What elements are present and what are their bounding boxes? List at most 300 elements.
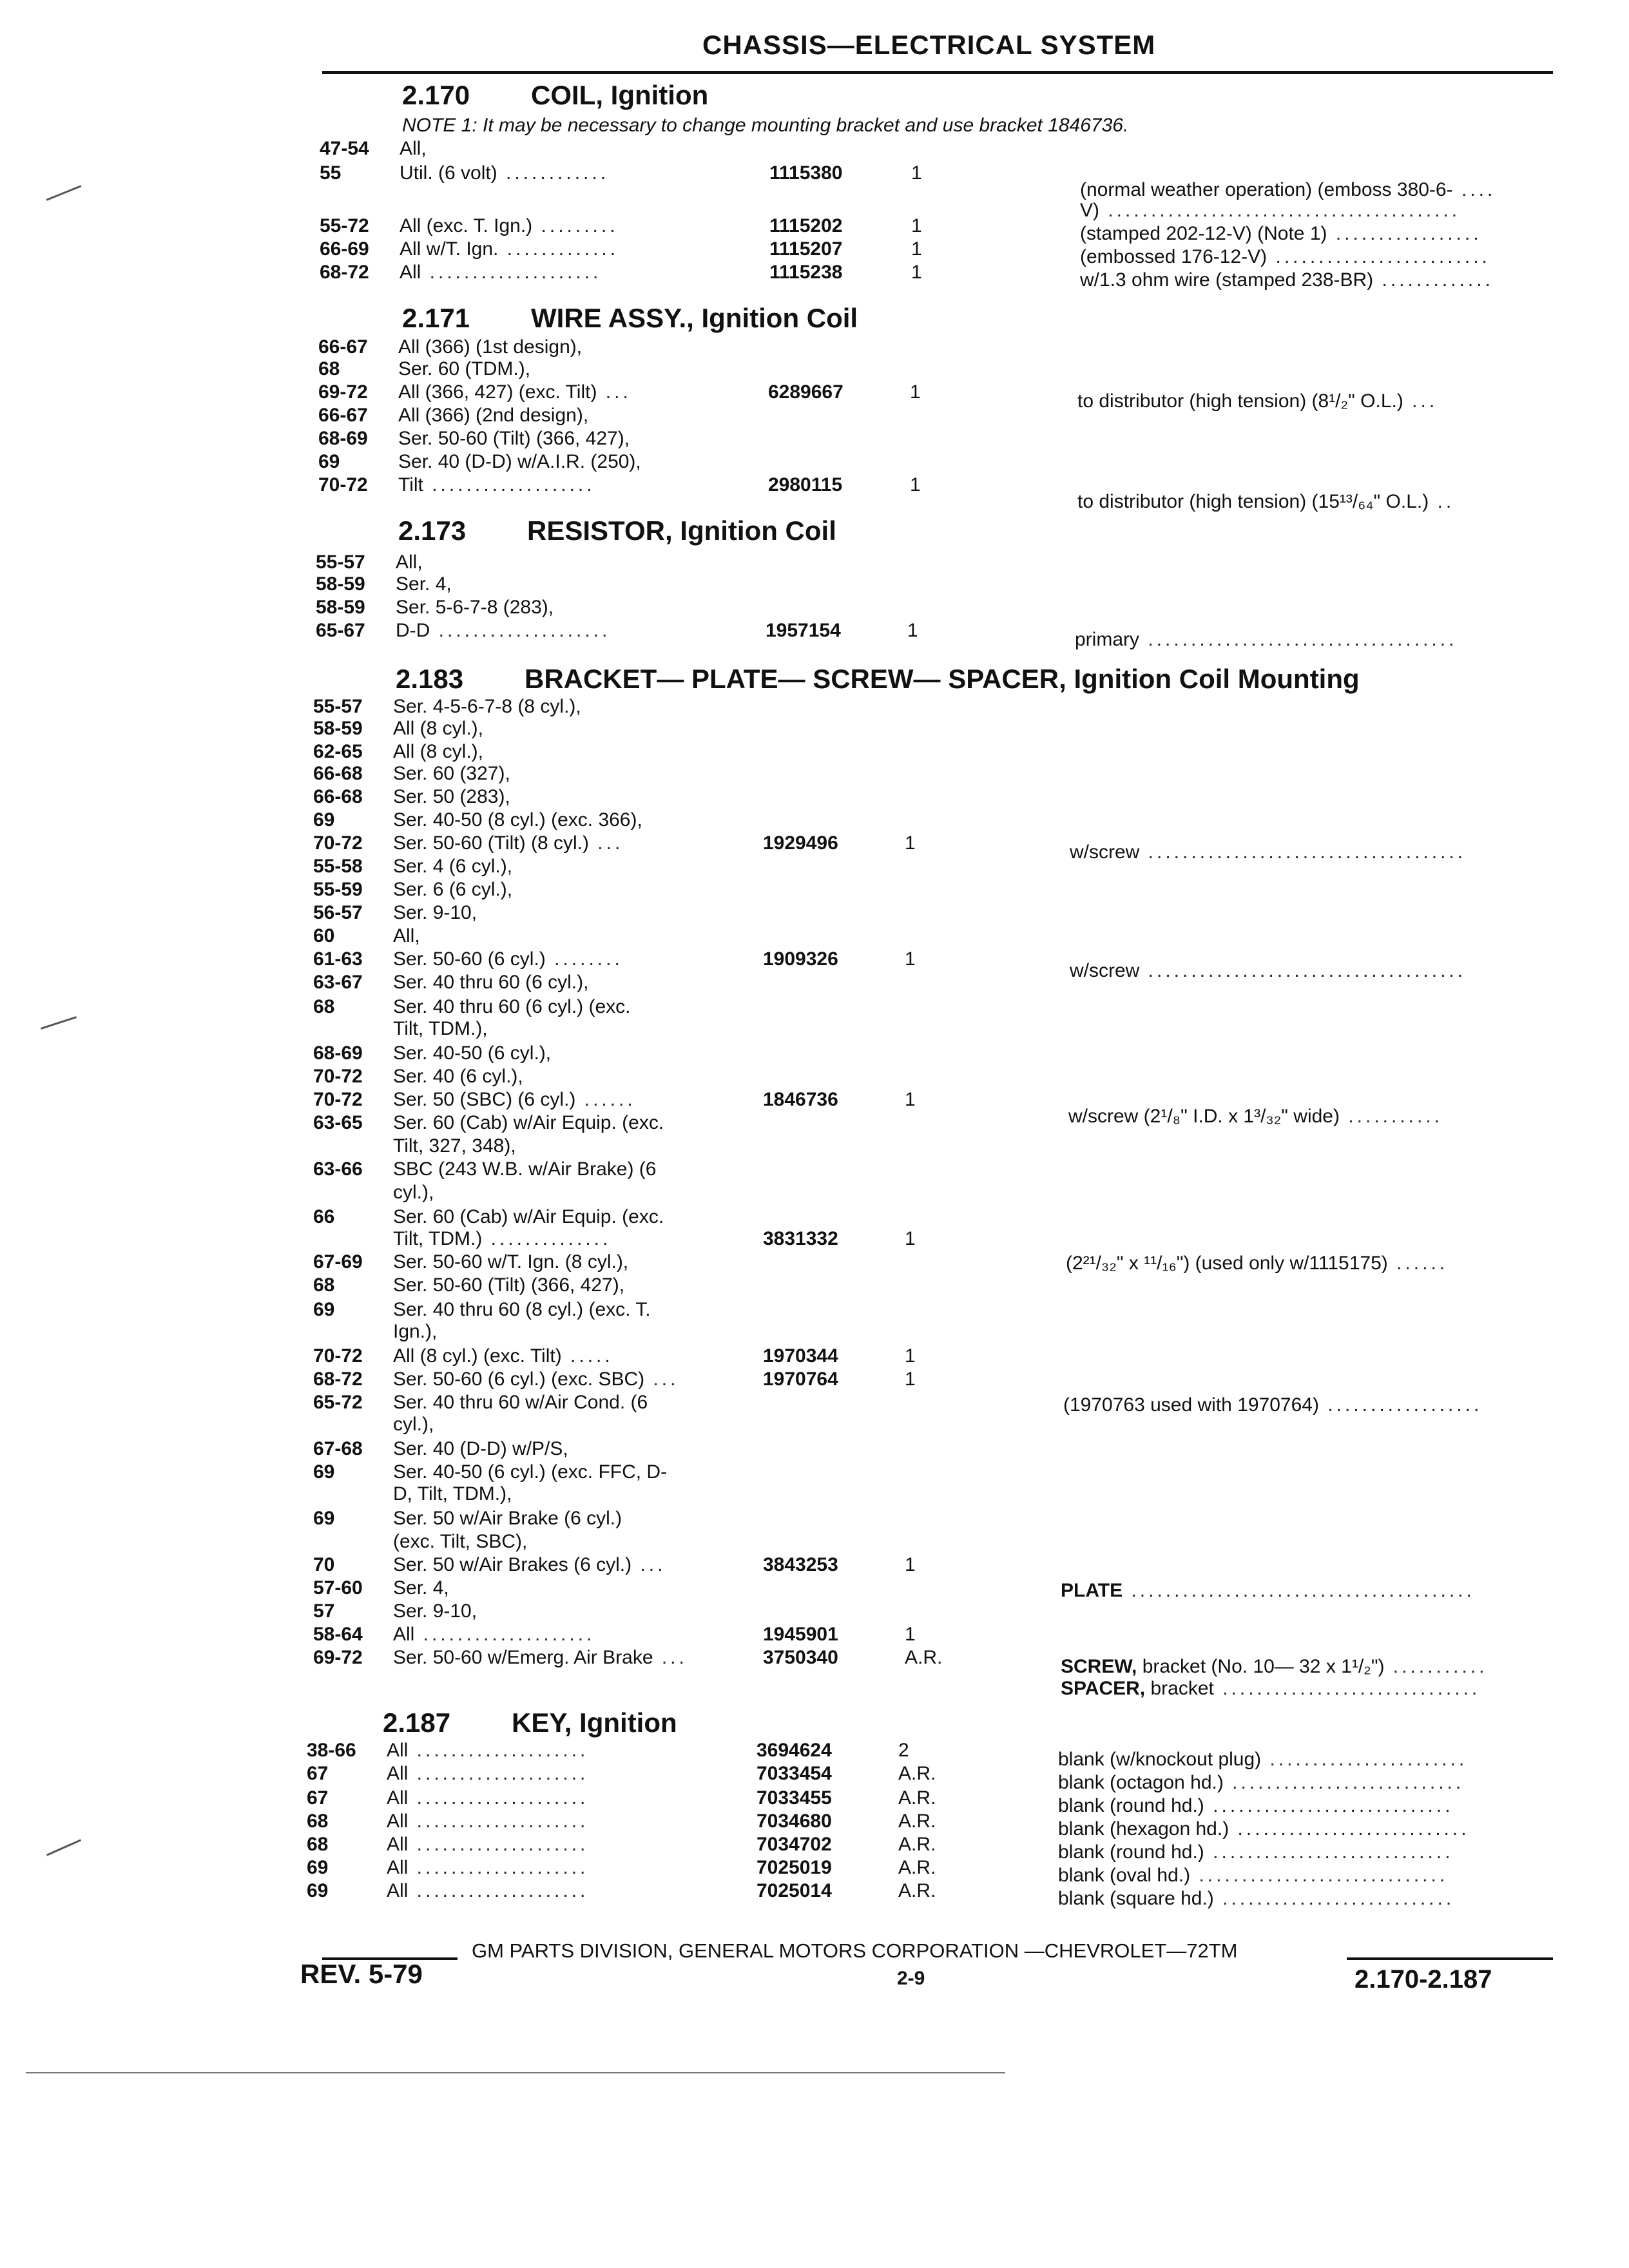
application-text: [393, 948, 623, 970]
model-years: 55-57: [313, 696, 363, 717]
remark-text: [1080, 269, 1494, 291]
scan-artifact-line: [26, 2072, 1005, 2073]
application-label: All (8 cyl.) (exc. Tilt): [393, 1345, 562, 1367]
application-label: Ser. 6 (6 cyl.),: [393, 879, 513, 900]
leader-dots: ...........: [1339, 1106, 1443, 1127]
part-row: [313, 1135, 1022, 1157]
model-years: 55-57: [316, 552, 365, 573]
margin-mark: [46, 185, 82, 201]
remark-detail: (1970763 used with 1970764): [1063, 1394, 1319, 1416]
part-row: [313, 1531, 1022, 1553]
part-row: [320, 262, 1028, 284]
application-text: [393, 1182, 434, 1204]
leader-dots: ...: [597, 381, 631, 403]
application-text: [398, 428, 630, 450]
part-number: 3750340: [763, 1647, 838, 1668]
application-text: [393, 1345, 613, 1367]
leader-dots: ....................: [408, 1857, 589, 1878]
application-text: [393, 832, 623, 854]
application-label: Ser. 4,: [396, 573, 452, 595]
leader-dots: ....................: [408, 1834, 589, 1855]
application-label: Ser. 50-60 (6 cyl.) (exc. SBC): [393, 1369, 645, 1390]
part-row: [313, 996, 1022, 1018]
application-text: [393, 879, 512, 901]
model-years: 69: [307, 1857, 329, 1878]
application-text: [400, 238, 619, 260]
leader-dots: ....................: [408, 1763, 589, 1784]
part-number: 1115207: [769, 238, 843, 260]
part-row: [307, 1740, 1016, 1762]
application-text: [393, 1299, 651, 1321]
remark-text: [1077, 390, 1438, 412]
part-number: 1945901: [763, 1624, 838, 1645]
application-label: Tilt: [398, 474, 423, 495]
application-text: [393, 1369, 679, 1390]
leader-dots: .......................: [1261, 1749, 1468, 1770]
leader-dots: ...: [644, 1369, 679, 1390]
model-years: 55-59: [313, 879, 363, 900]
quantity: 1: [905, 1089, 916, 1110]
part-row: [313, 809, 1022, 831]
remark-detail: (normal weather operation) (emboss 380-6-: [1080, 179, 1453, 200]
part-row: [313, 741, 1022, 763]
application-text: [398, 474, 595, 496]
section-title: KEY, Ignition: [512, 1707, 677, 1738]
application-text: [393, 1647, 688, 1669]
remark-text: [1061, 1580, 1475, 1602]
part-row: [313, 879, 1022, 901]
footer-revision: REV. 5-79: [300, 1959, 423, 1989]
model-years: 66-69: [320, 238, 369, 260]
part-row: [313, 1158, 1022, 1180]
part-row: [313, 1483, 1022, 1505]
application-text: [393, 1043, 551, 1064]
part-row: [313, 1600, 1022, 1622]
application-text: [396, 573, 452, 595]
application-label: Tilt, 327, 348),: [393, 1135, 516, 1157]
section-number: 2.187: [383, 1707, 451, 1738]
quantity: A.R.: [898, 1880, 936, 1901]
part-number: 1846736: [763, 1089, 838, 1110]
model-years: 56-57: [313, 902, 363, 923]
application-text: [398, 358, 530, 380]
application-label: Ser. 60 (327),: [393, 763, 510, 784]
remark-text: [1080, 179, 1496, 201]
part-row: [313, 902, 1022, 924]
leader-dots: ........................................: [1123, 1580, 1475, 1601]
quantity: 1: [910, 381, 921, 403]
quantity: 2: [898, 1740, 909, 1761]
footer-page-number: 2-9: [897, 1968, 925, 1989]
application-label: Ser. 40 (6 cyl.),: [393, 1066, 523, 1087]
model-years: 58-59: [316, 573, 365, 595]
part-row: [318, 358, 1027, 380]
part-number: 1970344: [763, 1345, 838, 1367]
leader-dots: ...........................: [1213, 1888, 1455, 1909]
part-number: 1115238: [769, 262, 843, 283]
remark-text: [1058, 1865, 1448, 1887]
remark-text: [1066, 1253, 1448, 1274]
part-row: [316, 597, 1025, 619]
application-text: [393, 1251, 628, 1273]
remark-detail: bracket (No. 10— 32 x 1¹/₂"): [1137, 1656, 1385, 1677]
part-row: [313, 1438, 1022, 1460]
part-row: [313, 1577, 1022, 1599]
application-label: Ser. 40 thru 60 (6 cyl.),: [393, 972, 589, 993]
part-number: 6289667: [768, 381, 843, 403]
section-number: 2.183: [396, 664, 464, 694]
leader-dots: .....: [561, 1345, 613, 1367]
leader-dots: ...: [631, 1554, 666, 1575]
model-years: 38-66: [307, 1740, 356, 1761]
quantity: 1: [905, 1369, 916, 1390]
model-years: 70-72: [313, 1345, 363, 1367]
section-heading-2171: [402, 303, 858, 334]
part-number: 1957154: [766, 620, 841, 641]
application-label: Tilt, TDM.): [393, 1228, 483, 1249]
part-row: [313, 786, 1022, 808]
leader-dots: ....: [1452, 179, 1496, 200]
model-years: 70: [313, 1554, 335, 1575]
application-label: Tilt, TDM.),: [393, 1018, 488, 1039]
part-row: [316, 620, 1025, 642]
part-row: [313, 925, 1022, 947]
application-label: Ser. 50-60 w/Emerg. Air Brake: [393, 1647, 653, 1668]
application-text: [396, 597, 554, 619]
remark-text: [1070, 841, 1466, 863]
model-years: 55-58: [313, 856, 363, 877]
application-label: Ser. 50-60 (Tilt) (366, 427),: [393, 1274, 625, 1296]
part-row: [313, 832, 1022, 854]
part-row: [313, 1392, 1022, 1414]
part-row: [313, 1369, 1022, 1390]
model-years: 68: [313, 1274, 335, 1296]
remark-detail: primary: [1075, 629, 1140, 650]
leader-dots: ....................: [408, 1740, 589, 1761]
leader-dots: .........................................: [1099, 200, 1461, 221]
leader-dots: ........: [545, 948, 623, 970]
application-label: Ser. 40 thru 60 (8 cyl.) (exc. T.: [393, 1299, 651, 1320]
leader-dots: .....................................: [1139, 841, 1467, 863]
application-label: Ser. 4,: [393, 1577, 449, 1599]
application-text: [393, 1600, 477, 1622]
application-text: [387, 1880, 588, 1902]
leader-dots: ...: [1403, 390, 1438, 412]
application-label: Ser. 50 (283),: [393, 786, 510, 807]
part-row: [313, 1274, 1022, 1296]
application-text: [393, 1624, 595, 1646]
part-row: [313, 1624, 1022, 1646]
application-label: All,: [396, 552, 423, 573]
part-row: [307, 1763, 1016, 1785]
model-years: 68: [313, 996, 335, 1017]
remark-detail: (embossed 176-12-V): [1080, 246, 1268, 267]
section-note: NOTE 1: It may be necessary to change mounting bracket and use bracket 1846736.: [402, 115, 1129, 136]
part-row: [313, 1251, 1022, 1273]
model-years: 58-59: [313, 718, 363, 739]
application-text: [393, 1438, 568, 1460]
leader-dots: .............: [498, 238, 619, 260]
model-years: 68-72: [320, 262, 369, 283]
application-label: All (366) (2nd design),: [398, 405, 589, 426]
remark-text: [1058, 1841, 1454, 1863]
page-header-title: CHASSIS—ELECTRICAL SYSTEM: [702, 30, 1156, 60]
part-row: [313, 1461, 1022, 1483]
application-label: All,: [393, 925, 420, 947]
model-years: 66-68: [313, 763, 363, 784]
model-years: 67-68: [313, 1438, 363, 1459]
application-label: All: [400, 262, 421, 283]
part-number: 7034680: [757, 1811, 832, 1832]
part-row: [320, 215, 1028, 237]
model-years: 67-69: [313, 1251, 363, 1273]
model-years: 69: [313, 1461, 335, 1483]
application-text: [396, 552, 423, 573]
leader-dots: ............: [497, 162, 610, 184]
leader-dots: ............................: [1204, 1795, 1454, 1816]
application-label: Ser. 50-60 (Tilt) (8 cyl.): [393, 832, 589, 854]
part-row: [307, 1787, 1016, 1809]
remark-text: [1063, 1394, 1482, 1416]
application-label: Ser. 60 (Cab) w/Air Equip. (exc.: [393, 1112, 664, 1133]
model-years: 69-72: [313, 1647, 363, 1668]
application-text: [387, 1857, 588, 1879]
part-row: [313, 1018, 1022, 1040]
remark-detail: to distributor (high tension) (15¹³/₆₄" O.L.): [1077, 491, 1429, 512]
part-number: 2980115: [768, 474, 843, 495]
section-title: WIRE ASSY., Ignition Coil: [531, 303, 858, 333]
model-years: 70-72: [313, 1066, 363, 1087]
remark-text: [1080, 223, 1482, 245]
part-row: [313, 1182, 1022, 1204]
application-label: Ign.),: [393, 1321, 438, 1342]
leader-dots: ...: [653, 1647, 688, 1668]
model-years: 67: [307, 1787, 329, 1809]
application-label: Ser. 4 (6 cyl.),: [393, 856, 513, 877]
leader-dots: ...........: [1384, 1656, 1488, 1677]
application-text: [393, 786, 510, 808]
remark-text: [1068, 1106, 1443, 1128]
margin-mark: [46, 1839, 81, 1856]
section-title: COIL, Ignition: [531, 80, 709, 110]
quantity: 1: [905, 1624, 916, 1645]
leader-dots: .............: [1373, 269, 1494, 291]
quantity: A.R.: [898, 1857, 936, 1878]
part-row: [313, 1299, 1022, 1321]
model-years: 65-67: [316, 620, 365, 641]
leader-dots: ....................................: [1139, 629, 1458, 650]
model-years: 66-67: [318, 336, 368, 358]
application-text: [387, 1763, 588, 1785]
application-label: Ser. 50 (SBC) (6 cyl.): [393, 1089, 576, 1110]
quantity: 1: [907, 620, 918, 641]
application-label: All: [387, 1787, 409, 1809]
application-label: Ser. 50 w/Air Brake (6 cyl.): [393, 1508, 622, 1529]
application-text: [398, 405, 588, 427]
remark-text: [1080, 200, 1460, 222]
part-row: [313, 856, 1022, 878]
remark-detail: bracket: [1145, 1678, 1214, 1699]
model-years: 66-67: [318, 405, 368, 426]
part-row: [318, 336, 1027, 358]
part-row: [313, 763, 1022, 785]
application-label: All,: [400, 138, 427, 159]
part-row: [313, 696, 1022, 718]
application-label: All: [387, 1857, 409, 1878]
remark-text: [1061, 1656, 1488, 1678]
part-number: 1115380: [769, 162, 843, 184]
quantity: 1: [911, 162, 922, 184]
application-text: [393, 925, 420, 947]
quantity: 1: [911, 238, 922, 260]
remark-detail: blank (octagon hd.): [1058, 1772, 1224, 1793]
model-years: 69-72: [318, 381, 368, 403]
application-text: [393, 718, 483, 740]
section-heading-2170: [402, 80, 708, 111]
application-text: [393, 1508, 622, 1530]
quantity: A.R.: [898, 1787, 936, 1809]
section-number: 2.170: [402, 80, 470, 110]
application-label: Ser. 40-50 (8 cyl.) (exc. 366),: [393, 809, 642, 831]
leader-dots: .............................: [1190, 1865, 1449, 1886]
application-text: [393, 809, 642, 831]
part-number: 7033455: [757, 1787, 832, 1809]
application-text: [393, 1228, 611, 1250]
application-label: All: [387, 1834, 409, 1855]
remark-text: [1058, 1795, 1454, 1817]
application-text: [396, 620, 610, 642]
footer-corporation: GM PARTS DIVISION, GENERAL MOTORS CORPORATION —CHEVROLET—72TM: [472, 1939, 1238, 1962]
margin-mark: [41, 1016, 77, 1030]
part-number: 7033454: [757, 1763, 832, 1784]
application-text: [393, 902, 477, 924]
footer-section-range: 2.170-2.187: [1354, 1965, 1492, 1994]
application-label: Ser. 9-10,: [393, 902, 477, 923]
application-text: [393, 1483, 512, 1505]
remark-keyword: SCREW,: [1061, 1656, 1137, 1677]
part-row: [313, 1414, 1022, 1436]
application-label: Ser. 9-10,: [393, 1600, 477, 1622]
quantity: 1: [905, 1345, 916, 1367]
remark-text: [1058, 1818, 1470, 1840]
application-text: [393, 972, 588, 994]
part-row: [307, 1834, 1016, 1856]
header-rule: [322, 71, 1553, 74]
remark-text: [1070, 960, 1466, 982]
quantity: A.R.: [898, 1834, 936, 1855]
application-text: [393, 1018, 488, 1040]
leader-dots: .................: [1327, 223, 1482, 244]
application-text: [393, 996, 630, 1018]
part-row: [318, 474, 1027, 496]
remark-text: [1061, 1678, 1480, 1700]
model-years: 60: [313, 925, 335, 947]
application-label: D, Tilt, TDM.),: [393, 1483, 512, 1504]
remark-text: [1077, 491, 1454, 513]
application-label: All: [393, 1624, 415, 1645]
application-label: All (366, 427) (exc. Tilt): [398, 381, 597, 403]
section-heading-2173: [398, 515, 836, 546]
part-row: [318, 381, 1027, 403]
model-years: 55-72: [320, 215, 369, 236]
part-row: [313, 1345, 1022, 1367]
part-row: [313, 1043, 1022, 1064]
leader-dots: ...........................: [1229, 1818, 1470, 1840]
application-text: [393, 1321, 437, 1343]
part-row: [313, 718, 1022, 740]
leader-dots: ....................: [414, 1624, 595, 1645]
part-row: [318, 405, 1027, 427]
model-years: 68-69: [318, 428, 368, 449]
model-years: 69: [318, 451, 340, 472]
part-row: [307, 1811, 1016, 1832]
application-text: [393, 1066, 523, 1088]
model-years: 57-60: [313, 1577, 363, 1599]
model-years: 69: [313, 1508, 335, 1529]
model-years: 70-72: [313, 1089, 363, 1110]
model-years: 67: [307, 1763, 329, 1784]
application-text: [393, 1461, 667, 1483]
model-years: 63-66: [313, 1158, 363, 1180]
remark-detail: blank (square hd.): [1058, 1888, 1214, 1909]
remark-detail: blank (round hd.): [1058, 1795, 1204, 1816]
leader-dots: .....................................: [1139, 960, 1467, 981]
part-row: [313, 948, 1022, 970]
application-text: [393, 1089, 636, 1111]
application-label: Ser. 50 w/Air Brakes (6 cyl.): [393, 1554, 632, 1575]
application-label: Ser. 5-6-7-8 (283),: [396, 597, 554, 618]
application-text: [387, 1811, 588, 1832]
part-row: [313, 1647, 1022, 1669]
model-years: 55: [320, 162, 342, 184]
quantity: 1: [910, 474, 921, 495]
application-text: [398, 451, 641, 473]
application-text: [400, 162, 609, 184]
part-row: [318, 451, 1027, 473]
model-years: 70-72: [313, 832, 363, 854]
part-row: [313, 1206, 1022, 1228]
application-label: All (366) (1st design),: [398, 336, 583, 358]
leader-dots: ......: [1387, 1253, 1449, 1274]
model-years: 58-59: [316, 597, 365, 618]
model-years: 68-72: [313, 1369, 363, 1390]
remark-text: [1058, 1888, 1454, 1910]
part-number: 1909326: [763, 948, 838, 970]
remark-detail: w/screw: [1070, 841, 1140, 863]
section-heading-2183: [396, 664, 1360, 695]
quantity: 1: [911, 215, 922, 236]
application-label: All (8 cyl.),: [393, 718, 484, 739]
remark-detail: w/1.3 ohm wire (stamped 238-BR): [1080, 269, 1374, 291]
model-years: 63-65: [313, 1112, 363, 1133]
leader-dots: ..................: [1318, 1394, 1483, 1416]
leader-dots: ....................: [408, 1811, 589, 1832]
model-years: 68: [307, 1834, 329, 1855]
remark-detail: (stamped 202-12-V) (Note 1): [1080, 223, 1327, 244]
application-text: [387, 1787, 588, 1809]
application-label: Ser. 40 (D-D) w/A.I.R. (250),: [398, 451, 641, 472]
quantity: 1: [905, 832, 916, 854]
part-number: 3843253: [763, 1554, 838, 1575]
application-text: [393, 1392, 648, 1414]
section-title: RESISTOR, Ignition Coil: [527, 515, 836, 546]
part-row: [313, 1228, 1022, 1250]
application-label: All: [387, 1811, 409, 1832]
application-label: All: [387, 1880, 409, 1901]
model-years: 70-72: [318, 474, 368, 495]
remark-detail: to distributor (high tension) (8¹/₂" O.L.): [1077, 390, 1403, 412]
application-text: [393, 1135, 516, 1157]
